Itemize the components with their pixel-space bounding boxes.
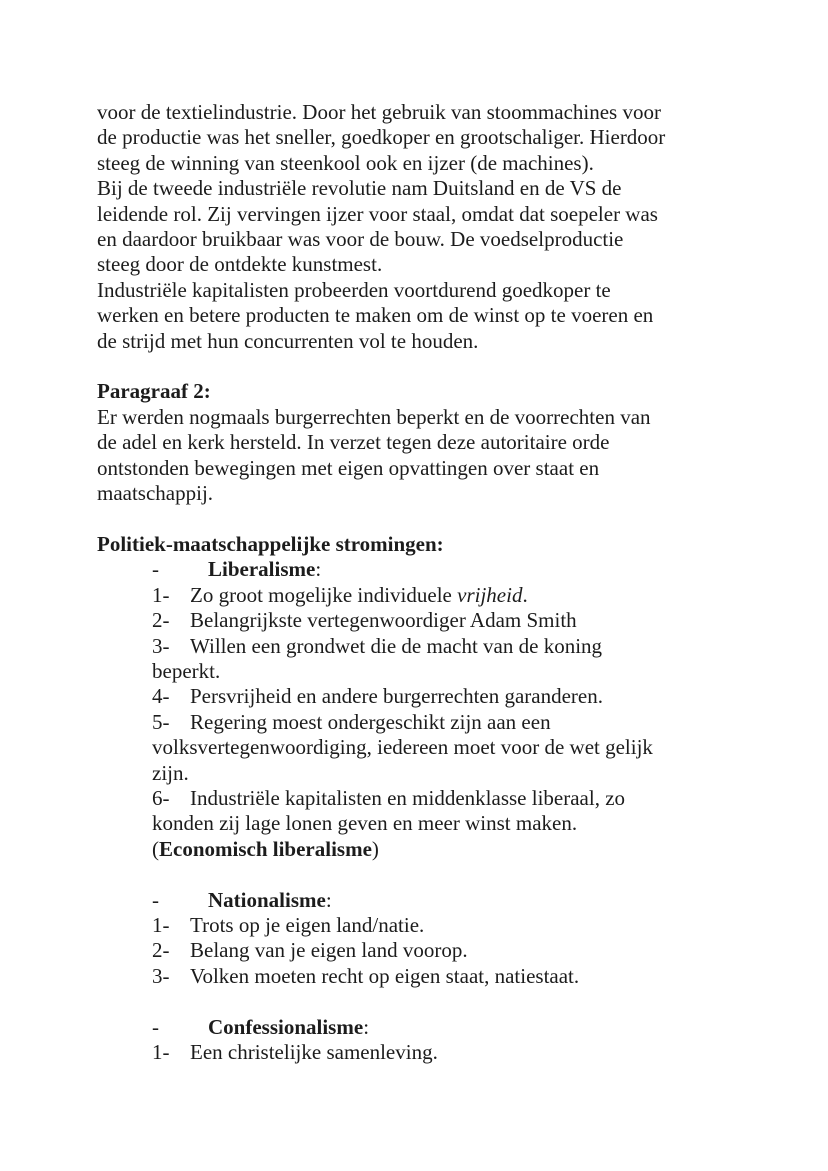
paragraph-line: ontstonden bewegingen met eigen opvattingen over staat en [97,455,600,480]
list-item [97,710,762,735]
intro-paragraph [97,100,762,354]
list-item-number: 6- [152,785,170,810]
paragraph-line: leidende rol. Zij vervingen ijzer voor staal, omdat dat soepeler was [97,201,658,226]
list-item [97,786,762,811]
section-stromingen [97,532,762,1066]
note-paren-close: ) [371,836,379,861]
paragraph-line: maatschappij. [97,481,214,506]
list-item-number: 1- [152,582,170,607]
paragraph-line: Er werden nogmaals burgerrechten beperkt en de voorrechten van [97,404,651,429]
list-item-text: Industriële kapitalisten en middenklasse liberaal, zo [190,785,626,810]
list-continuation-line: konden zij lage lonen geven en meer winst maken. [152,811,578,836]
list-item [97,583,762,608]
list-item-number: 3- [152,963,170,988]
list-item-text: Belang van je eigen land voorop. [190,938,468,963]
list-item-text: Zo groot mogelijke individuele [190,582,458,607]
note-paren-open: ( [152,836,159,861]
list-item-number: 2- [152,938,170,963]
stroming-label: Nationalisme [208,887,326,912]
list-item-number: 1- [152,912,170,937]
paragraph-line: werken en betere producten te maken om de winst op te voeren en [97,303,654,328]
stroming-heading [97,888,762,913]
stroming-colon: : [363,1014,370,1039]
list-item-number: 4- [152,684,170,709]
list-item-text-italic: vrijheid [457,582,523,607]
list-item [97,938,762,963]
list-continuation-line: zijn. [152,760,189,785]
list-item-text: . [522,582,528,607]
list-item [97,608,762,633]
paragraph-line: de strijd met hun concurrenten vol te houden. [97,328,479,353]
list-marker: - [152,887,159,912]
list-item [97,1040,762,1065]
list-item-text: Willen een grondwet die de macht van de koning [190,633,603,658]
list-item-number: 2- [152,608,170,633]
blank-line [97,989,762,1014]
paragraph-line: voor de textielindustrie. Door het gebruik van stoommachines voor [97,100,661,124]
stroming-colon: : [325,887,332,912]
list-item [97,964,762,989]
stroming-confessionalisme [97,1015,762,1066]
list-item-text: Trots op je eigen land/natie. [190,912,425,937]
section-heading-paragraaf2: Paragraaf 2: [97,379,211,404]
paragraph-line: Bij de tweede industriële revolutie nam Duitsland en de VS de [97,176,622,201]
stroming-colon: : [315,557,322,582]
blank-line [97,506,762,531]
stroming-liberalisme [97,557,762,862]
stroming-heading [97,557,762,582]
stroming-label: Liberalisme [208,557,316,582]
list-item-text: Volken moeten recht op eigen staat, natiestaat. [190,963,580,988]
paragraph-line: Industriële kapitalisten probeerden voortdurend goedkoper te [97,277,611,302]
section-heading-stromingen: Politiek-maatschappelijke stromingen: [97,531,444,556]
list-continuation-line: beperkt. [152,658,221,683]
note-text: Economisch liberalisme [159,836,372,861]
list-item-text: Belangrijkste vertegenwoordiger Adam Smith [190,608,577,633]
section-paragraaf2 [97,379,762,506]
paragraph-line: de productie was het sneller, goedkoper en grootschaliger. Hierdoor [97,125,666,150]
list-item-number: 5- [152,709,170,734]
list-item [97,913,762,938]
stroming-heading [97,1015,762,1040]
blank-line [97,354,762,379]
blank-line [97,862,762,887]
list-item-number: 3- [152,633,170,658]
paragraph-line: de adel en kerk hersteld. In verzet tegen deze autoritaire orde [97,430,610,455]
stroming-label: Confessionalisme [208,1014,364,1039]
paragraph-line: steeg door de ontdekte kunstmest. [97,252,383,277]
economisch-note [97,837,762,862]
list-continuation-line: volksvertegenwoordiging, iedereen moet voor de wet gelijk [152,735,653,760]
document-content [97,100,762,1065]
list-item-number: 1- [152,1039,170,1064]
list-item [97,634,762,659]
list-item-text: Persvrijheid en andere burgerrechten garanderen. [190,684,603,709]
list-item-text: Een christelijke samenleving. [190,1039,438,1064]
list-marker: - [152,1014,159,1039]
stroming-nationalisme [97,888,762,990]
list-item [97,684,762,709]
list-marker: - [152,557,159,582]
paragraph-line: en daardoor bruikbaar was voor de bouw. De voedselproductie [97,227,624,252]
paragraph-line: steeg de winning van steenkool ook en ijzer (de machines). [97,150,594,175]
list-item-text: Regering moest ondergeschikt zijn aan een [190,709,551,734]
